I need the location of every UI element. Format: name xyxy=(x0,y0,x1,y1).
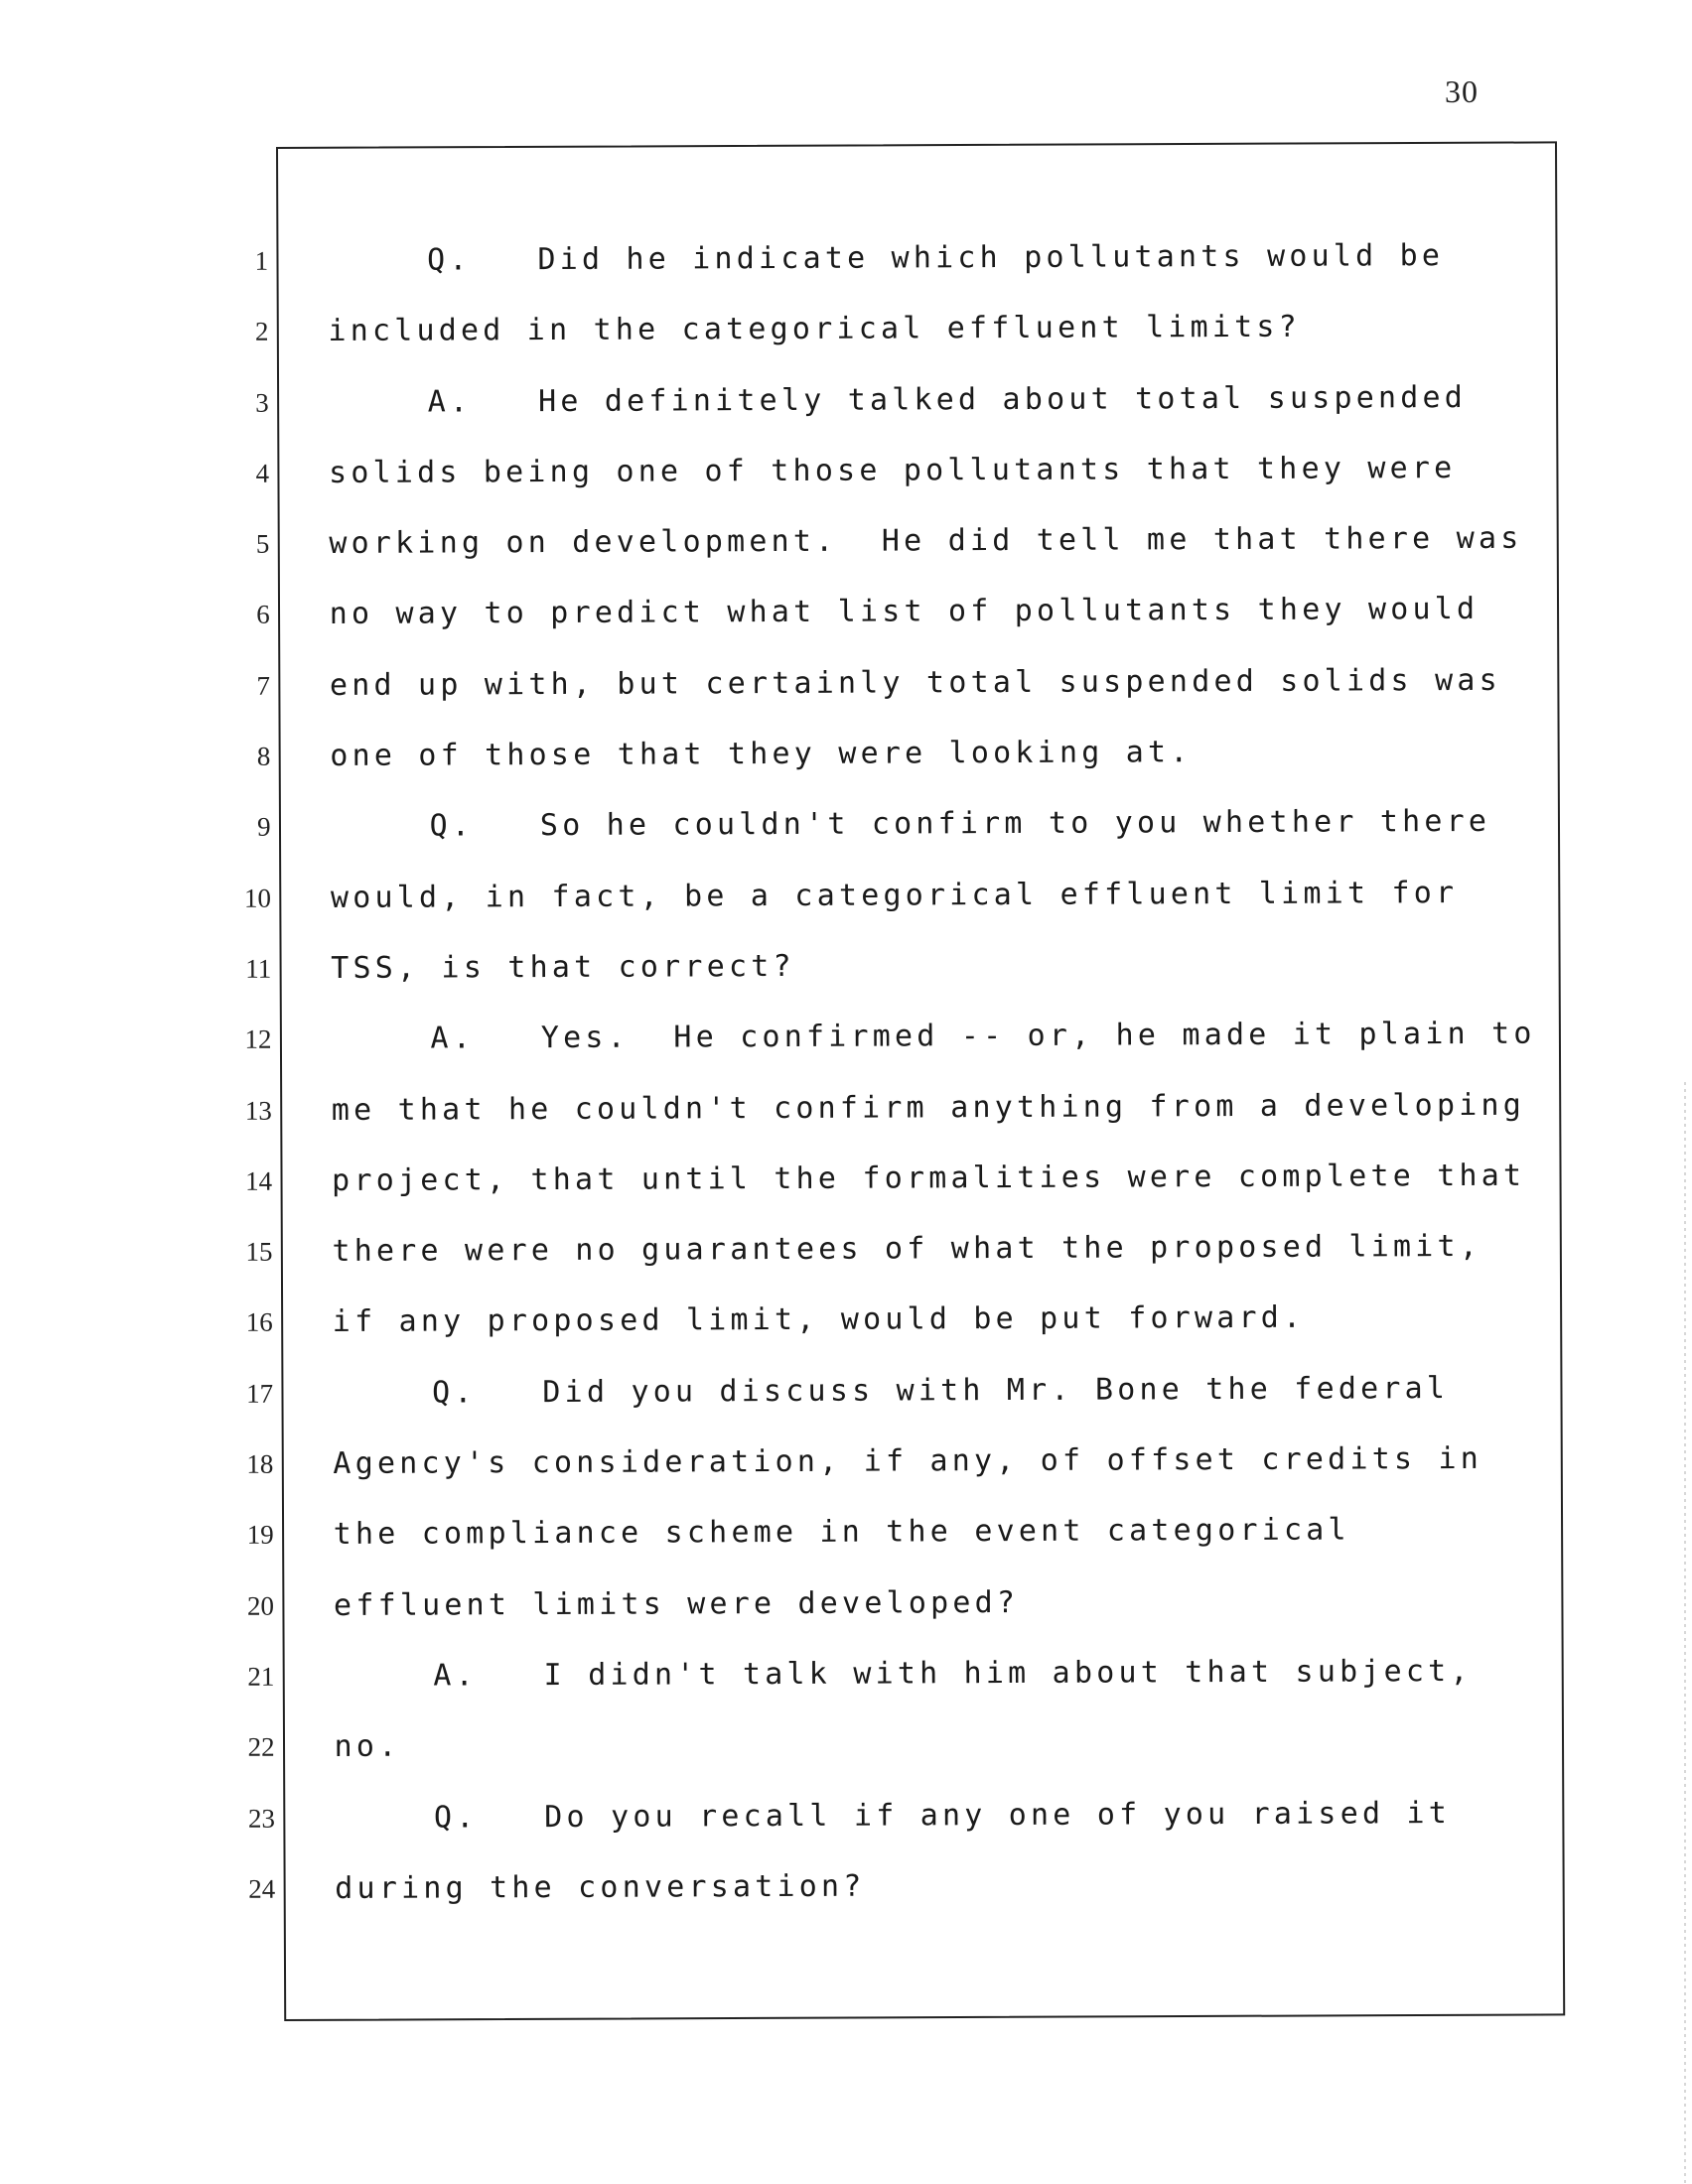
transcript-line: A. He definitely talked about total suspended xyxy=(427,379,1468,420)
transcript-line: Q. Did he indicate which pollutants would be xyxy=(427,238,1445,278)
line-number: 19 xyxy=(246,1520,274,1551)
line-number-column xyxy=(199,238,275,1937)
line-number: 1 xyxy=(254,245,269,276)
transcript-line: me that he couldn't confirm anything from a developing xyxy=(331,1087,1526,1128)
line-number: 8 xyxy=(256,741,271,771)
line-number: 6 xyxy=(256,600,270,630)
transcript-line: Agency's consideration, if any, of offset credits in xyxy=(333,1440,1483,1482)
transcript-line: the compliance scheme in the event categorical xyxy=(333,1512,1350,1553)
transcript-body xyxy=(328,233,1546,1937)
line-number: 24 xyxy=(248,1873,276,1904)
line-number: 22 xyxy=(247,1731,275,1763)
transcript-line: Q. Did you discuss with Mr. Bone the federal xyxy=(431,1370,1450,1411)
line-number: 15 xyxy=(245,1236,273,1267)
line-number: 13 xyxy=(244,1095,272,1126)
transcript-line: project, that until the formalities were complete that xyxy=(332,1158,1526,1198)
transcript-line: would, in fact, be a categorical effluent limit for xyxy=(330,875,1459,915)
transcript-line: effluent limits were developed? xyxy=(333,1584,1020,1623)
transcript-line: included in the categorical effluent limits? xyxy=(328,310,1301,349)
line-number: 5 xyxy=(255,528,270,559)
transcript-line: TSS, is that correct? xyxy=(331,948,795,986)
transcript-line: one of those that they were looking at. xyxy=(330,735,1193,774)
line-number: 2 xyxy=(254,316,269,347)
line-number: 4 xyxy=(255,458,270,488)
line-number: 17 xyxy=(246,1378,274,1409)
transcript-line: during the conversation? xyxy=(335,1868,866,1906)
line-number: 21 xyxy=(247,1661,275,1692)
line-number: 14 xyxy=(245,1165,273,1196)
line-number: 20 xyxy=(246,1590,275,1621)
transcript-line: there were no guarantees of what the proposed limit, xyxy=(332,1229,1482,1270)
transcript-line: A. I didn't talk with him about that subject, xyxy=(433,1653,1473,1694)
transcript-line: if any proposed limit, would be put forward. xyxy=(332,1300,1306,1340)
transcript-line: Q. So he couldn't confirm to you whether there xyxy=(429,804,1491,844)
transcript-line: A. Yes. He confirmed -- or, he made it plain to xyxy=(430,1016,1536,1056)
line-number: 16 xyxy=(245,1307,273,1338)
page-number: 30 xyxy=(1445,73,1479,109)
transcript-line: solids being one of those pollutants that they were xyxy=(328,450,1457,490)
transcript-line: no. xyxy=(334,1728,401,1765)
line-number: 7 xyxy=(256,670,271,701)
line-number: 11 xyxy=(245,953,272,984)
line-number: 12 xyxy=(244,1024,272,1055)
line-number: 18 xyxy=(246,1448,274,1479)
transcript-line: working on development. He did tell me that there was xyxy=(329,520,1523,562)
transcript-line: Q. Do you recall if any one of you raised it xyxy=(433,1795,1452,1836)
line-number: 9 xyxy=(257,812,271,843)
line-number: 23 xyxy=(247,1803,276,1834)
scan-edge-artifact xyxy=(1684,1082,1686,2184)
line-number: 10 xyxy=(243,883,271,913)
line-number: 3 xyxy=(255,387,269,418)
transcript-line: no way to predict what list of pollutants they would xyxy=(329,592,1480,632)
transcript-line: end up with, but certainly total suspended solids was xyxy=(329,662,1501,703)
